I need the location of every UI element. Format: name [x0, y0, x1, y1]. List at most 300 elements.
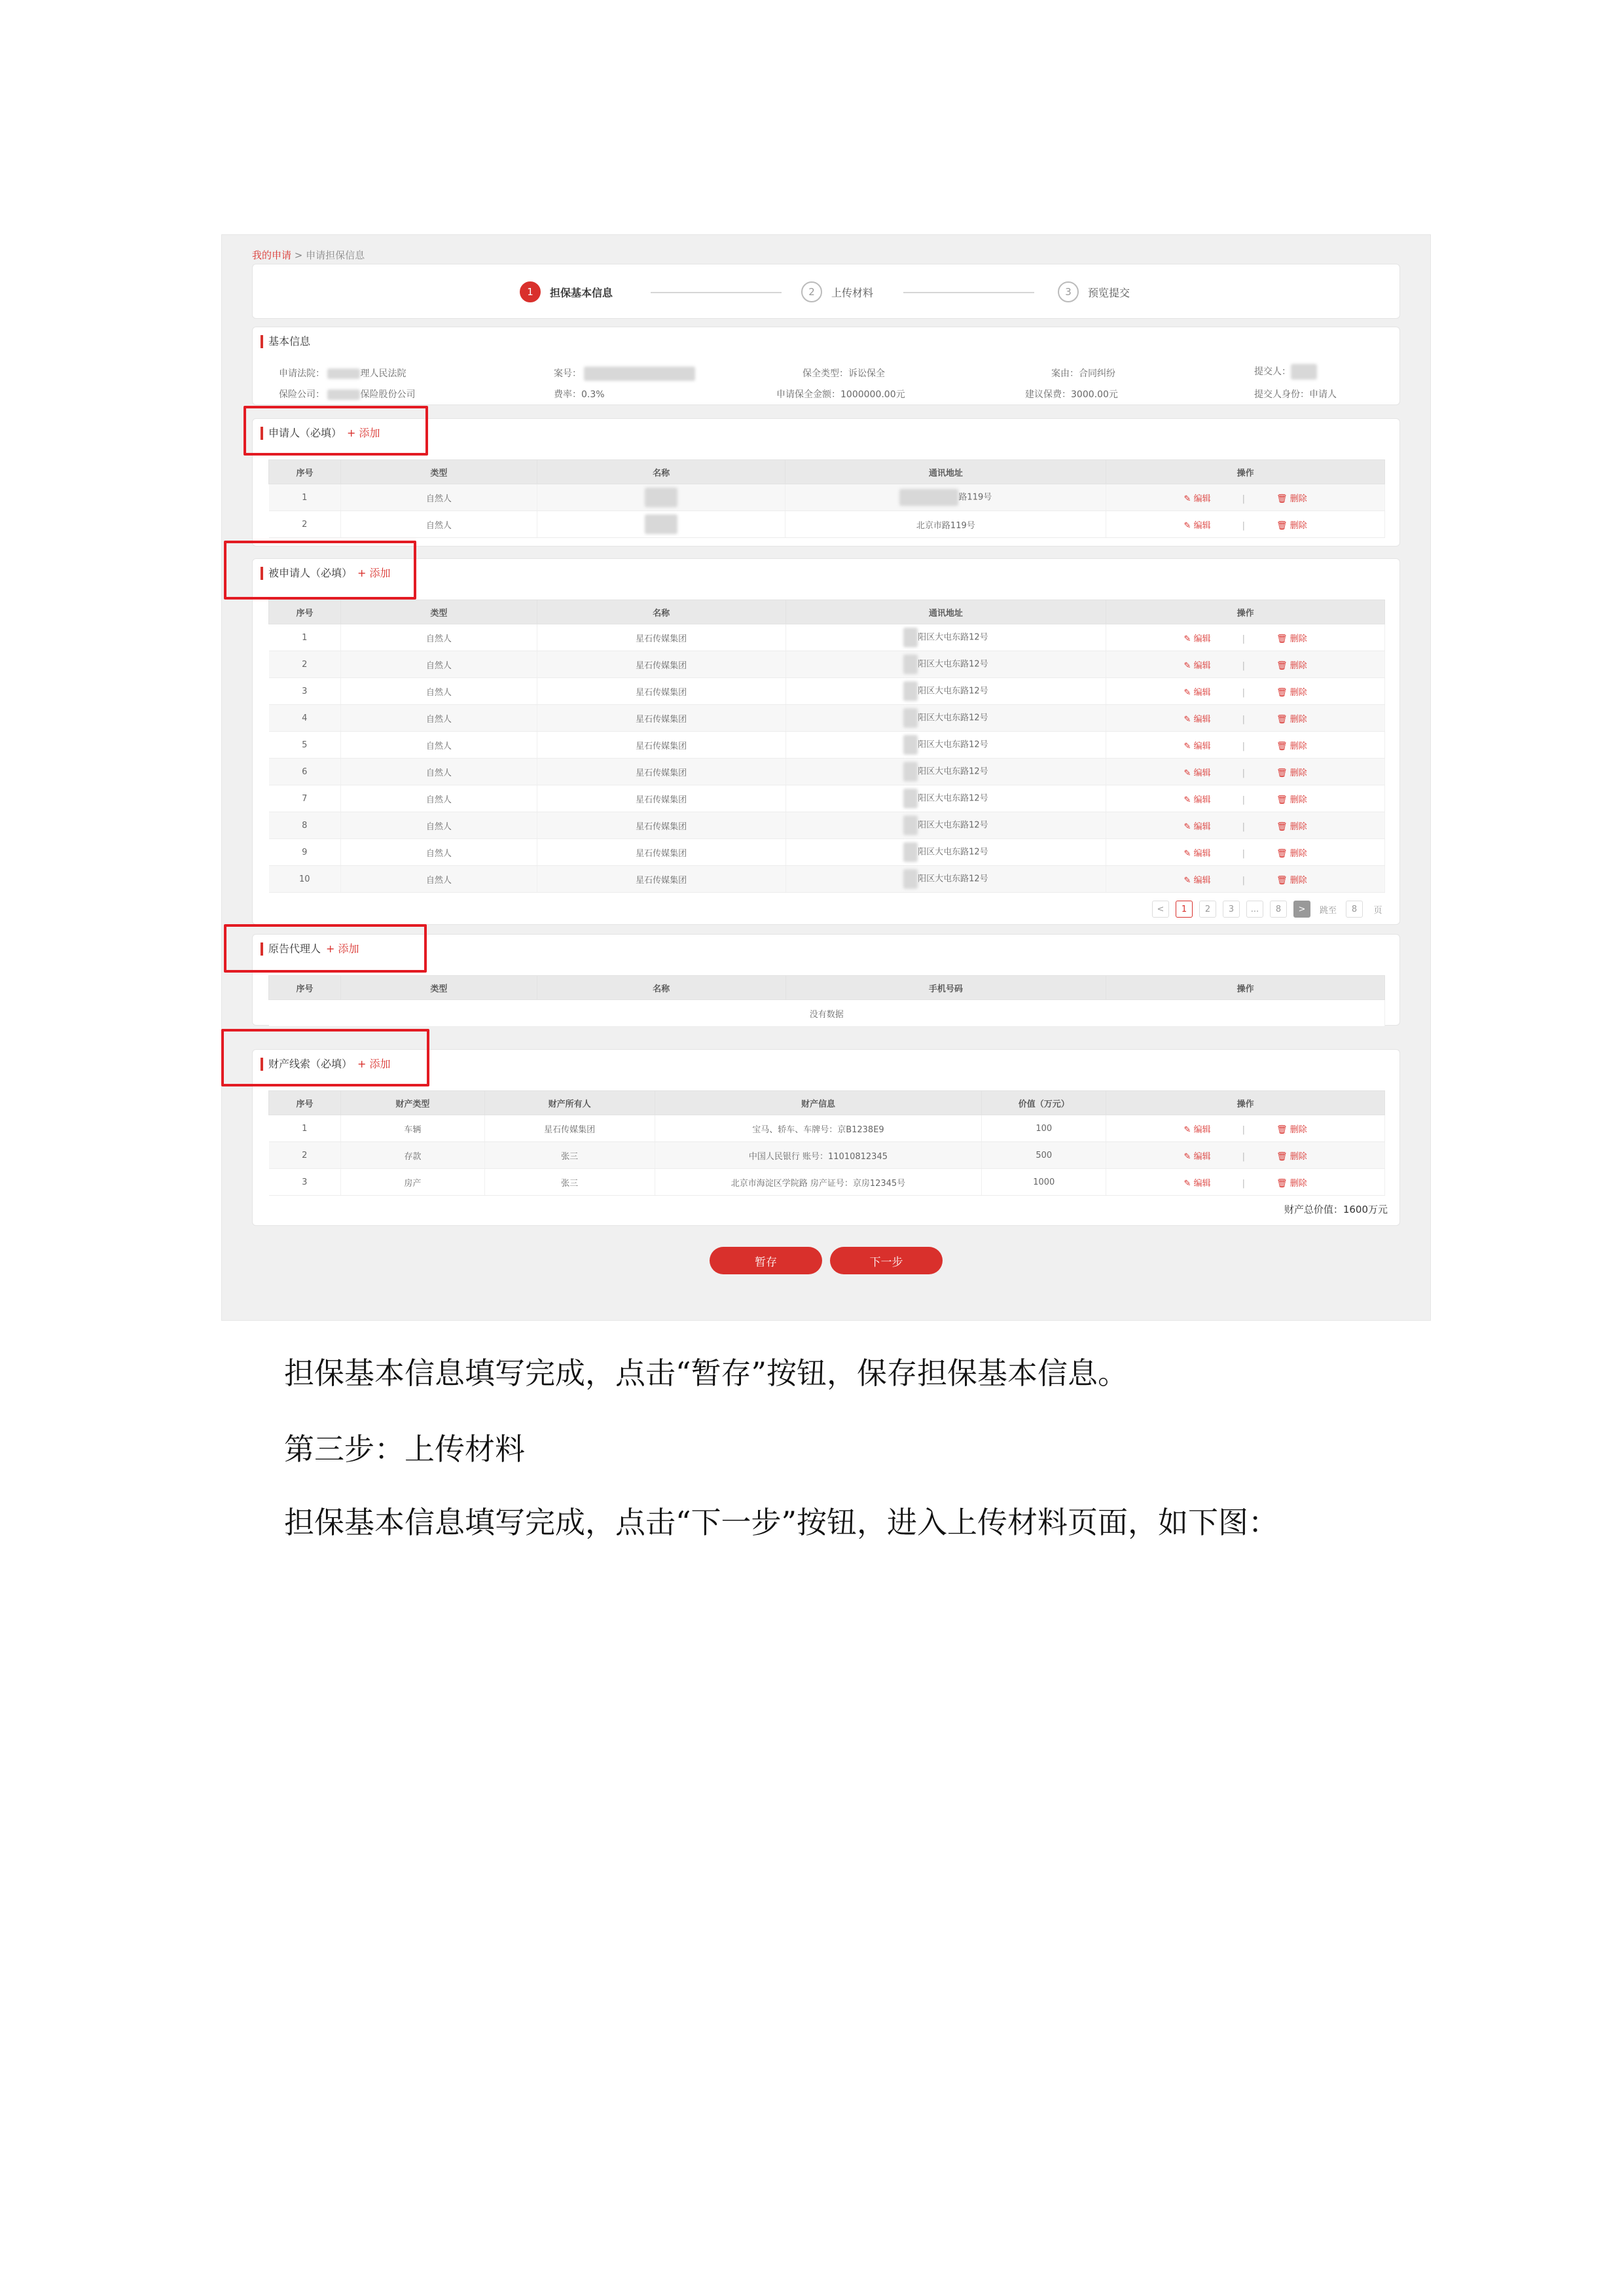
cell-info: 宝马、轿车、车牌号：京B1238E9 [655, 1115, 982, 1142]
column-header: 财产信息 [655, 1091, 982, 1115]
delete-button[interactable]: 🗑 删除 [1276, 768, 1307, 778]
step-1 [520, 281, 613, 302]
action-separator: | [1242, 520, 1245, 531]
address-text: 路119号 [958, 492, 992, 503]
edit-label: 编辑 [1193, 875, 1211, 886]
cell-name: 星石传媒集团 [537, 705, 785, 732]
edit-button[interactable]: ✎ 编辑 [1183, 1124, 1211, 1135]
redacted-block [903, 842, 918, 862]
cell-address [785, 812, 1106, 839]
edit-button[interactable]: ✎ 编辑 [1183, 687, 1211, 698]
cell-address [785, 866, 1106, 893]
column-header: 类型 [340, 600, 537, 624]
address-text: 阳区大屯东路12号 [918, 632, 988, 643]
section-title-text: 被申请人（必填） [268, 567, 353, 579]
cell-actions [1106, 678, 1385, 705]
respondents-table [268, 600, 1385, 893]
delete-label: 删除 [1290, 741, 1307, 751]
delete-button[interactable]: 🗑 删除 [1276, 520, 1307, 531]
redacted-block [584, 367, 695, 381]
redacted-block [903, 816, 918, 835]
column-header: 名称 [537, 460, 785, 484]
edit-label: 编辑 [1193, 687, 1211, 698]
cell-address [785, 759, 1106, 785]
delete-label: 删除 [1290, 1151, 1307, 1162]
delete-label: 删除 [1290, 795, 1307, 805]
delete-button[interactable]: 🗑 删除 [1276, 714, 1307, 725]
table-header-row [269, 976, 1385, 1000]
delete-label: 删除 [1290, 714, 1307, 725]
form-buttons [222, 1247, 1430, 1274]
field-value: 1000000.00元 [840, 389, 905, 400]
cell-no: 1 [269, 624, 341, 651]
cell-address [785, 785, 1106, 812]
cell-actions [1106, 1115, 1385, 1142]
edit-button[interactable]: ✎ 编辑 [1183, 1151, 1211, 1162]
breadcrumb-current: 申请担保信息 [306, 249, 365, 261]
delete-button[interactable]: 🗑 删除 [1276, 795, 1307, 805]
cell-name-redacted [537, 511, 785, 538]
action-separator: | [1242, 714, 1245, 725]
edit-button[interactable]: ✎ 编辑 [1183, 768, 1211, 778]
goto-unit: 页 [1373, 905, 1382, 916]
action-separator: | [1242, 1124, 1245, 1135]
delete-label: 删除 [1290, 1124, 1307, 1135]
table-row [269, 705, 1385, 732]
page-button[interactable]: 3 [1223, 901, 1240, 918]
cell-no: 4 [269, 705, 341, 732]
cell-type: 房产 [340, 1169, 484, 1196]
cell-no: 3 [269, 1169, 341, 1196]
delete-label: 删除 [1290, 634, 1307, 644]
table-row [269, 1142, 1385, 1169]
field-value: 3000.00元 [1071, 389, 1118, 400]
cell-no: 1 [269, 484, 341, 511]
add-respondent-link[interactable]: + 添加 [357, 567, 391, 579]
edit-label: 编辑 [1193, 795, 1211, 805]
cell-actions [1106, 1169, 1385, 1196]
table-row [269, 1169, 1385, 1196]
action-separator: | [1242, 795, 1245, 805]
field-label: 保险公司： [279, 389, 325, 400]
edit-label: 编辑 [1193, 1124, 1211, 1135]
edit-label: 编辑 [1193, 493, 1211, 504]
cell-no: 10 [269, 866, 341, 893]
pagination [1152, 901, 1386, 918]
cause-field [1051, 367, 1115, 380]
edit-label: 编辑 [1193, 660, 1211, 671]
field-value: 理人民法院 [360, 368, 406, 379]
field-label: 提交人身份： [1254, 389, 1309, 400]
address-text: 阳区大屯东路12号 [918, 847, 988, 857]
column-header: 操作 [1106, 976, 1385, 1000]
add-applicant-link[interactable]: + 添加 [347, 427, 380, 439]
cell-name: 星石传媒集团 [537, 839, 785, 866]
table-row [269, 1000, 1385, 1027]
property-total: 财产总价值：1600万元 [1284, 1204, 1388, 1215]
delete-label: 删除 [1290, 768, 1307, 778]
cell-name: 星石传媒集团 [537, 732, 785, 759]
edit-label: 编辑 [1193, 768, 1211, 778]
cell-type: 车辆 [340, 1115, 484, 1142]
delete-button[interactable]: 🗑 删除 [1276, 660, 1307, 671]
table-row [269, 785, 1385, 812]
redacted-block [327, 389, 360, 400]
cell-no: 9 [269, 839, 341, 866]
cell-actions [1106, 785, 1385, 812]
edit-button[interactable]: ✎ 编辑 [1183, 821, 1211, 832]
edit-label: 编辑 [1193, 848, 1211, 859]
delete-button[interactable]: 🗑 删除 [1276, 1124, 1307, 1135]
delete-label: 删除 [1290, 875, 1307, 886]
column-header: 类型 [340, 976, 537, 1000]
cell-name: 星石传媒集团 [537, 812, 785, 839]
cell-actions [1106, 759, 1385, 785]
rate-field [554, 387, 605, 401]
cell-no: 3 [269, 678, 341, 705]
table-row [269, 732, 1385, 759]
insurer-field [279, 387, 415, 401]
cell-no: 6 [269, 759, 341, 785]
step-number: 3 [1058, 281, 1079, 302]
address-text: 阳区大屯东路12号 [918, 686, 988, 696]
column-header: 手机号码 [785, 976, 1106, 1000]
cell-actions [1106, 484, 1385, 511]
table-row [269, 759, 1385, 785]
edit-label: 编辑 [1193, 821, 1211, 832]
cell-actions [1106, 1142, 1385, 1169]
step-label: 上传材料 [831, 286, 874, 299]
field-label: 案号： [554, 368, 581, 379]
paragraph-next-instruction: 担保基本信息填写完成，点击“下一步”按钮，进入上传材料页面，如下图： [284, 1505, 1279, 1540]
field-value: 申请人 [1309, 389, 1337, 400]
action-separator: | [1242, 848, 1245, 859]
address-text: 阳区大屯东路12号 [918, 820, 988, 831]
cell-actions [1106, 812, 1385, 839]
column-header: 操作 [1106, 1091, 1385, 1115]
delete-button[interactable]: 🗑 删除 [1276, 848, 1307, 859]
cell-type: 存款 [340, 1142, 484, 1169]
section-title-text: 基本信息 [268, 335, 311, 348]
table-row [269, 839, 1385, 866]
cell-type: 自然人 [340, 678, 537, 705]
field-value: 保险股份公司 [360, 389, 416, 400]
paragraph-step-heading: 第三步：上传材料 [284, 1431, 525, 1467]
action-separator: | [1242, 768, 1245, 778]
address-text: 阳区大屯东路12号 [918, 659, 988, 670]
highlight-box-respondents [224, 541, 416, 600]
column-header: 通讯地址 [785, 600, 1106, 624]
cell-actions [1106, 705, 1385, 732]
action-separator: | [1242, 1178, 1245, 1189]
applicants-table [268, 459, 1385, 538]
table-header-row [269, 1091, 1385, 1115]
type-field [803, 367, 885, 380]
cell-type: 自然人 [340, 624, 537, 651]
table-header-row [269, 600, 1385, 624]
column-header: 财产类型 [340, 1091, 484, 1115]
table-row [269, 624, 1385, 651]
delete-button[interactable]: 🗑 删除 [1276, 821, 1307, 832]
cell-owner: 张三 [484, 1169, 655, 1196]
cell-owner: 星石传媒集团 [484, 1115, 655, 1142]
delete-label: 删除 [1290, 1178, 1307, 1189]
cell-type: 自然人 [340, 839, 537, 866]
field-value: 0.3% [581, 389, 605, 400]
action-separator: | [1242, 1151, 1245, 1162]
cell-actions [1106, 732, 1385, 759]
cell-value: 1000 [982, 1169, 1106, 1196]
field-label: 费率： [554, 389, 581, 400]
delete-label: 删除 [1290, 848, 1307, 859]
edit-label: 编辑 [1193, 741, 1211, 751]
redacted-block [645, 514, 677, 534]
action-separator: | [1242, 875, 1245, 886]
cell-address [785, 624, 1106, 651]
edit-button[interactable]: ✎ 编辑 [1183, 875, 1211, 886]
address-text: 阳区大屯东路12号 [918, 766, 988, 777]
step-3 [1058, 281, 1130, 302]
delete-button[interactable]: 🗑 删除 [1276, 741, 1307, 751]
respondents-panel [252, 558, 1400, 925]
highlight-box-applicants [244, 406, 428, 456]
column-header: 序号 [269, 976, 341, 1000]
identity-field [1254, 387, 1337, 401]
action-separator: | [1242, 493, 1245, 504]
column-header: 通讯地址 [785, 460, 1106, 484]
cell-no: 2 [269, 651, 341, 678]
field-label: 申请法院： [279, 368, 325, 379]
property-table [268, 1090, 1385, 1196]
step-2 [801, 281, 873, 302]
delete-label: 删除 [1290, 520, 1307, 531]
redacted-block [903, 681, 918, 701]
column-header: 名称 [537, 976, 785, 1000]
amount-field [776, 387, 905, 401]
add-property-link[interactable]: + 添加 [357, 1058, 391, 1070]
cell-address [785, 484, 1106, 511]
respondents-body [269, 624, 1385, 893]
cell-type: 自然人 [340, 484, 537, 511]
field-label: 保全类型： [803, 368, 848, 379]
table-row [269, 484, 1385, 511]
cell-actions [1106, 511, 1385, 538]
column-header: 序号 [269, 1091, 341, 1115]
step-connector [651, 292, 782, 293]
cell-address [785, 732, 1106, 759]
cell-type: 自然人 [340, 511, 537, 538]
delete-button[interactable]: 🗑 删除 [1276, 493, 1307, 504]
fee-field [1025, 387, 1118, 401]
next-step-button[interactable]: 下一步 [830, 1247, 943, 1274]
delete-button[interactable]: 🗑 删除 [1276, 875, 1307, 886]
edit-label: 编辑 [1193, 714, 1211, 725]
redacted-block [327, 368, 360, 379]
address-text: 阳区大屯东路12号 [918, 793, 988, 804]
cell-owner: 张三 [484, 1142, 655, 1169]
section-title-text: 申请人（必填） [268, 427, 342, 439]
column-header: 名称 [537, 600, 785, 624]
submitter-field [1254, 364, 1317, 380]
edit-button[interactable]: ✎ 编辑 [1183, 493, 1211, 504]
edit-button[interactable]: ✎ 编辑 [1183, 520, 1211, 531]
empty-message: 没有数据 [269, 1000, 1385, 1027]
highlight-box-agents [224, 924, 427, 973]
edit-button[interactable]: ✎ 编辑 [1183, 741, 1211, 751]
action-separator: | [1242, 741, 1245, 751]
cell-no: 5 [269, 732, 341, 759]
address-text: 阳区大屯东路12号 [918, 713, 988, 723]
column-header: 操作 [1106, 600, 1385, 624]
field-label: 建议保费： [1025, 389, 1071, 400]
delete-button[interactable]: 🗑 删除 [1276, 634, 1307, 644]
delete-label: 删除 [1290, 493, 1307, 504]
screenshot-frame [221, 234, 1431, 1321]
table-row [269, 678, 1385, 705]
cell-type: 自然人 [340, 759, 537, 785]
table-header-row [269, 460, 1385, 484]
basic-info-panel [252, 327, 1400, 405]
cell-type: 自然人 [340, 732, 537, 759]
redacted-block [903, 628, 918, 647]
goto-page-input[interactable]: 8 [1346, 901, 1363, 918]
paragraph-save-instruction: 担保基本信息填写完成，点击“暂存”按钮，保存担保基本信息。 [284, 1355, 1128, 1391]
edit-label: 编辑 [1193, 520, 1211, 531]
cell-type: 自然人 [340, 705, 537, 732]
edit-button[interactable]: ✎ 编辑 [1183, 795, 1211, 805]
redacted-block [1291, 364, 1317, 380]
edit-label: 编辑 [1193, 1178, 1211, 1189]
column-header: 类型 [340, 460, 537, 484]
redacted-block [903, 735, 918, 755]
cell-no: 2 [269, 1142, 341, 1169]
edit-button[interactable]: ✎ 编辑 [1183, 714, 1211, 725]
edit-label: 编辑 [1193, 1151, 1211, 1162]
redacted-block [903, 708, 918, 728]
cell-name: 星石传媒集团 [537, 651, 785, 678]
field-label: 申请保全金额： [776, 389, 840, 400]
cell-no: 8 [269, 812, 341, 839]
delete-button[interactable]: 🗑 删除 [1276, 687, 1307, 698]
edit-button[interactable]: ✎ 编辑 [1183, 848, 1211, 859]
cell-address [785, 511, 1106, 538]
delete-label: 删除 [1290, 687, 1307, 698]
agents-table [268, 975, 1385, 1027]
breadcrumb-sep: > [291, 249, 306, 261]
cell-actions [1106, 651, 1385, 678]
column-header: 序号 [269, 460, 341, 484]
cell-no: 7 [269, 785, 341, 812]
cell-actions [1106, 839, 1385, 866]
delete-label: 删除 [1290, 660, 1307, 671]
redacted-block [899, 489, 958, 506]
court-field [279, 367, 406, 380]
breadcrumb-root[interactable]: 我的申请 [252, 249, 292, 261]
page-button[interactable]: 8 [1270, 901, 1287, 918]
edit-label: 编辑 [1193, 634, 1211, 644]
cell-no: 1 [269, 1115, 341, 1142]
delete-label: 删除 [1290, 821, 1307, 832]
delete-button[interactable]: 🗑 删除 [1276, 1178, 1307, 1189]
section-title-text: 原告代理人 [268, 942, 321, 955]
table-row [269, 812, 1385, 839]
cell-type: 自然人 [340, 812, 537, 839]
field-label: 提交人： [1254, 367, 1291, 377]
edit-button[interactable]: ✎ 编辑 [1183, 1178, 1211, 1189]
cell-type: 自然人 [340, 785, 537, 812]
action-separator: | [1242, 687, 1245, 698]
field-value: 诉讼保全 [848, 368, 885, 379]
column-header: 操作 [1106, 460, 1385, 484]
cell-name: 星石传媒集团 [537, 785, 785, 812]
step-indicator [252, 264, 1400, 319]
step-label: 担保基本信息 [550, 286, 613, 299]
step-connector [903, 292, 1034, 293]
address-text: 北京市路119号 [916, 520, 975, 531]
action-separator: | [1242, 634, 1245, 644]
step-number: 2 [801, 281, 822, 302]
highlight-box-property [221, 1029, 429, 1086]
cell-address [785, 651, 1106, 678]
add-agent-link[interactable]: + 添加 [326, 942, 359, 955]
redacted-block [903, 789, 918, 808]
edit-button[interactable]: ✎ 编辑 [1183, 660, 1211, 671]
action-separator: | [1242, 821, 1245, 832]
section-title-text: 财产线索（必填） [268, 1058, 353, 1070]
save-draft-button[interactable]: 暂存 [710, 1247, 822, 1274]
delete-button[interactable]: 🗑 删除 [1276, 1151, 1307, 1162]
step-label: 预览提交 [1088, 286, 1130, 299]
page-button[interactable]: 1 [1176, 901, 1193, 918]
next-page-button[interactable]: > [1293, 901, 1310, 918]
edit-button[interactable]: ✎ 编辑 [1183, 634, 1211, 644]
cell-info: 中国人民银行 账号：11010812345 [655, 1142, 982, 1169]
cell-address [785, 705, 1106, 732]
page-button[interactable]: 2 [1199, 901, 1216, 918]
redacted-block [903, 869, 918, 889]
cell-value: 500 [982, 1142, 1106, 1169]
cell-value: 100 [982, 1115, 1106, 1142]
cell-type: 自然人 [340, 651, 537, 678]
redacted-block [903, 655, 918, 674]
cell-name-redacted [537, 484, 785, 511]
prev-page-button[interactable]: < [1152, 901, 1169, 918]
step-number: 1 [520, 281, 541, 302]
column-header: 财产所有人 [484, 1091, 655, 1115]
action-separator: | [1242, 660, 1245, 671]
cell-name: 星石传媒集团 [537, 624, 785, 651]
breadcrumb [252, 248, 365, 262]
cell-type: 自然人 [340, 866, 537, 893]
cell-name: 星石传媒集团 [537, 759, 785, 785]
cell-address [785, 839, 1106, 866]
case-number-field [554, 367, 695, 381]
column-header: 价值（万元） [982, 1091, 1106, 1115]
column-header: 序号 [269, 600, 341, 624]
table-row [269, 511, 1385, 538]
cell-info: 北京市海淀区学院路 房产证号：京房12345号 [655, 1169, 982, 1196]
cell-name: 星石传媒集团 [537, 866, 785, 893]
cell-name: 星石传媒集团 [537, 678, 785, 705]
field-label: 案由： [1051, 368, 1079, 379]
cell-actions [1106, 624, 1385, 651]
goto-label: 跳至 [1319, 905, 1337, 916]
redacted-block [645, 488, 677, 507]
redacted-block [903, 762, 918, 781]
cell-no: 2 [269, 511, 341, 538]
table-row [269, 651, 1385, 678]
address-text: 阳区大屯东路12号 [918, 874, 988, 884]
